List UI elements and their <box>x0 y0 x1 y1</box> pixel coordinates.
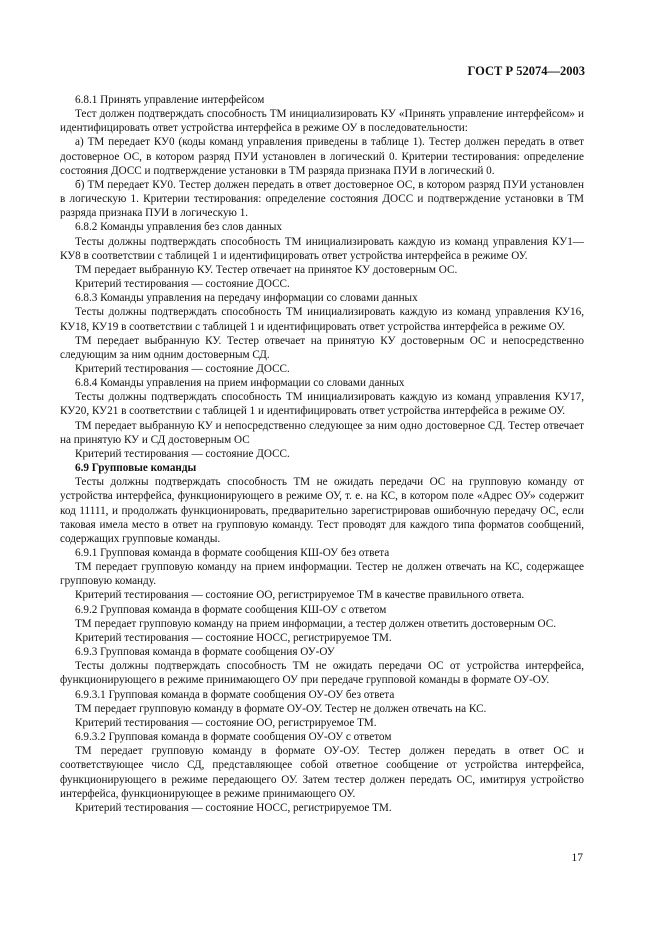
clause-heading: 6.8.4 Команды управления на прием информации со словами данных <box>75 377 405 390</box>
paragraph: Тесты должны подтверждать способность ТМ инициализировать каждую из команд управления КУ1—КУ8 в соответствии с таблицей 1 и идентифицировать ответ устройства интерфейса в режиме ОУ. <box>60 235 584 262</box>
paragraph: Тесты должны подтверждать способность ТМ не ожидать передачи ОС на групповую команду от устройства интерфейса, функционирующего в режиме ОУ, т. е. на КС, в котором поле «Адрес ОУ» содержит код 11111, и продолжать функционировать, предварительно зарегистрировав ошибочную передачу ОС, если таковая имела место в ответ на групповую команду. Тест проводят для каждого типа форматов сообщений, содержащих групповые команды. <box>60 476 584 545</box>
page-number: 17 <box>571 852 583 864</box>
paragraph: Критерий тестирования — состояние НОСС, регистрируемое ТМ. <box>75 801 392 814</box>
paragraph: ТМ передает групповую команду в формате ОУ-ОУ. Тестер должен передать в ответ ОС и соответствующее число СД, представляющее собой ответное сообщение от устройства интерфейса, функционирующего в режиме передающего ОУ. Затем тестер должен передать ОС, имитируя устройство интерфейса, функционирующее в режиме принимающего ОУ. <box>60 745 584 800</box>
paragraph: ТМ передает групповую команду в формате ОУ-ОУ. Тестер не должен отвечать на КС. <box>75 702 487 715</box>
paragraph: ТМ передает групповую команду на прием информации. Тестер не должен отвечать на КС, содержащее групповую команду. <box>60 561 584 588</box>
paragraph: Критерий тестирования — состояние НОСС, регистрируемое ТМ. <box>75 631 392 644</box>
paragraph: Тесты должны подтверждать способность ТМ не ожидать передачи ОС от устройства интерфейса, функционирующего в режиме принимающего ОУ при передаче групповой команды в формате ОУ-ОУ. <box>60 660 584 687</box>
clause-heading: 6.9.3 Групповая команда в формате сообщения ОУ-ОУ <box>75 646 335 659</box>
paragraph: а) ТМ передает КУ0 (коды команд управления приведены в таблице 1). Тестер должен передать в ответ достоверное ОС, в котором разряд ПУИ установлен в логический 0. Критерии тестирования: определение состояния ДОСС и подтверждение установки в ТМ разряда признака ПУИ в логический 0. <box>60 136 584 177</box>
clause-heading: 6.8.1 Принять управление интерфейсом <box>75 94 265 106</box>
clause-heading: 6.9.1 Групповая команда в формате сообщения КШ-ОУ без ответа <box>75 547 390 559</box>
document-header: ГОСТ Р 52074—2003 <box>467 64 585 78</box>
paragraph: ТМ передает групповую команду на прием информации, а тестер должен ответить достоверным ОС. <box>75 617 556 630</box>
page-content <box>60 93 584 815</box>
paragraph: Критерий тестирования — состояние ОО, регистрируемое ТМ в качестве правильного ответа. <box>75 589 525 602</box>
paragraph: Критерий тестирования — состояние ОО, регистрируемое ТМ. <box>75 716 377 729</box>
paragraph: Критерий тестирования — состояние ДОСС. <box>75 447 290 460</box>
paragraph: Тесты должны подтверждать способность ТМ инициализировать каждую из команд управления КУ16, КУ18, КУ19 в соответствии с таблицей 1 и идентифицировать ответ устройства интерфейса в режиме ОУ. <box>60 306 584 333</box>
paragraph: б) ТМ передает КУ0. Тестер должен передать в ответ достоверное ОС, в котором разряд ПУИ установлен в логическую 1. Критерии тестирования: определение состояния ДОСС и подтверждение установки в ТМ разряда признака ПУИ в логическую 1. <box>60 178 584 220</box>
paragraph: Критерий тестирования — состояние ДОСС. <box>75 362 290 375</box>
clause-heading: 6.9.3.2 Групповая команда в формате сообщения ОУ-ОУ с ответом <box>75 731 392 744</box>
clause-heading: 6.8.3 Команды управления на передачу информации со словами данных <box>75 292 418 305</box>
paragraph: Тест должен подтверждать способность ТМ инициализировать КУ «Принять управление интерфейсом» и идентифицировать ответ устройства интерфейса в режиме ОУ в последовательности: <box>60 108 584 135</box>
paragraph: ТМ передает выбранную КУ. Тестер отвечает на принятое КУ достоверным ОС. <box>75 263 458 276</box>
paragraph: ТМ передает выбранную КУ. Тестер отвечает на принятую КУ достоверным ОС и непосредственно следующим за ним одним достоверным СД. <box>60 334 584 361</box>
section-heading: 6.9 Групповые команды <box>75 462 197 475</box>
paragraph: Тесты должны подтверждать способность ТМ инициализировать каждую из команд управления КУ17, КУ20, КУ21 в соответствии с таблицей 1 и идентифицировать ответ устройства интерфейса в режиме ОУ. <box>60 391 584 418</box>
paragraph: ТМ передает выбранную КУ и непосредственно следующее за ним одно достоверное СД. Тестер отвечает на принятую КУ и СД достоверным ОС <box>60 419 584 446</box>
clause-heading: 6.9.2 Групповая команда в формате сообщения КШ-ОУ с ответом <box>75 603 387 616</box>
clause-heading: 6.9.3.1 Групповая команда в формате сообщения ОУ-ОУ без ответа <box>75 688 395 701</box>
paragraph: Критерий тестирования — состояние ДОСС. <box>75 278 290 291</box>
clause-heading: 6.8.2 Команды управления без слов данных <box>75 221 282 234</box>
